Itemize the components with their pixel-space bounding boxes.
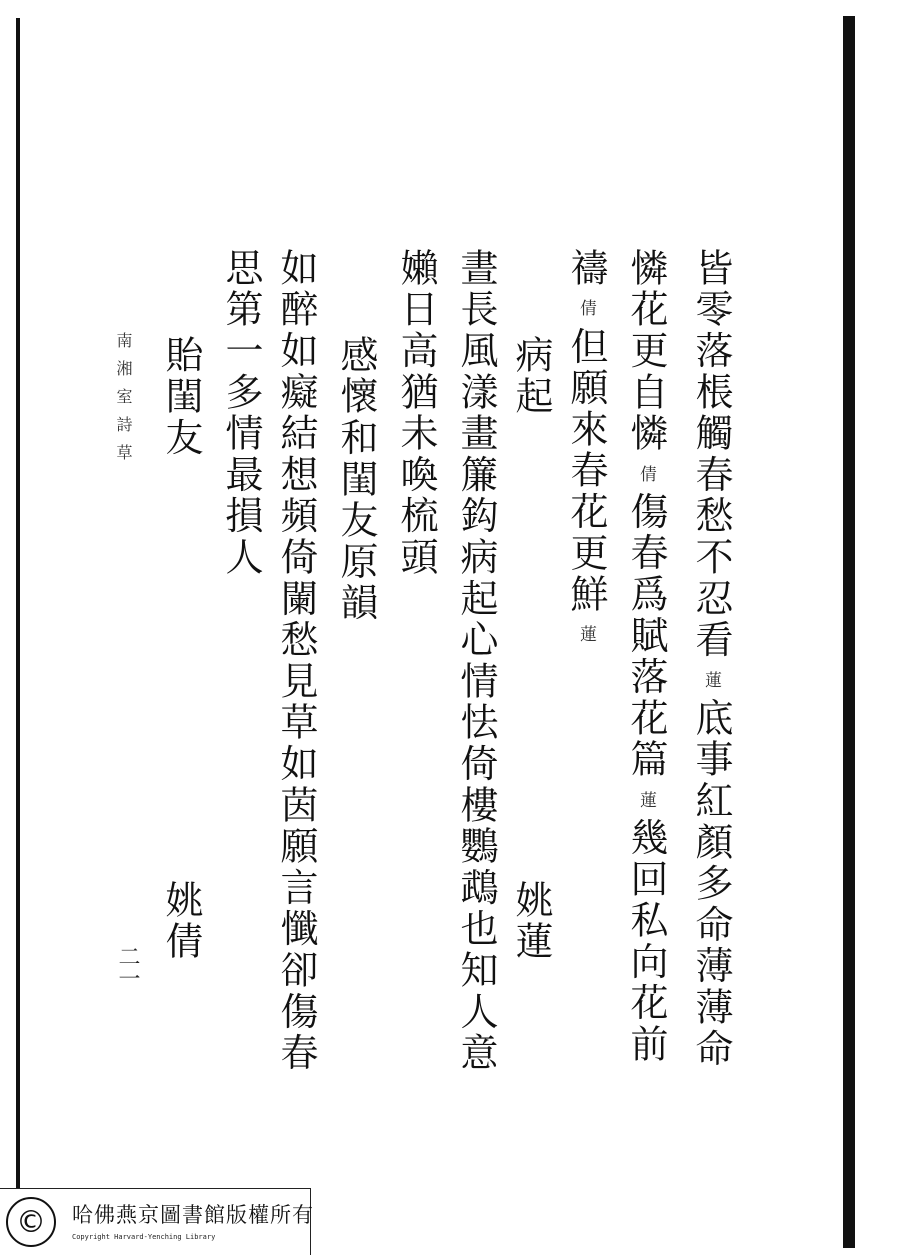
verse-text: 但願來春花更鮮 bbox=[564, 326, 608, 616]
verse-text: 底事紅顏多命薄薄命 bbox=[689, 698, 733, 1070]
poem-line-1 bbox=[690, 248, 732, 1070]
copyright-icon: © bbox=[6, 1197, 56, 1247]
poem-title-bingqi: 病起 bbox=[509, 335, 553, 418]
poem-line-5: 晝長風漾畫簾鈎病起心情怯倚樓鸚鵡也知人意 bbox=[454, 248, 498, 1074]
poem-line-6: 嬾日高猶未喚梳頭 bbox=[394, 248, 438, 579]
author-note: 蓮 bbox=[576, 625, 596, 643]
verse-text: 憐花更自憐 bbox=[624, 248, 668, 455]
author-note: 倩 bbox=[636, 464, 656, 482]
verse-text: 幾回私向花前 bbox=[624, 817, 668, 1066]
poem-author-yaolian: 姚蓮 bbox=[509, 880, 553, 963]
verse-text: 皆零落棖觸春愁不忍看 bbox=[689, 248, 733, 661]
poem-line-3 bbox=[565, 248, 607, 652]
copyright-english: Copyright Harvard-Yenching Library bbox=[72, 1233, 216, 1241]
verse-text: 傷春爲賦落花篇 bbox=[624, 491, 668, 781]
right-border-rule bbox=[843, 16, 855, 1248]
author-note: 倩 bbox=[576, 299, 596, 317]
author-note: 蓮 bbox=[636, 790, 656, 808]
copyright-stamp bbox=[0, 1188, 314, 1255]
poem-line-8: 如醉如癡結想頻倚闌愁見草如茵願言懺卻傷春 bbox=[274, 248, 318, 1074]
verse-text: 禱 bbox=[564, 248, 608, 290]
poem-line-9: 思第一多情最損人 bbox=[219, 248, 263, 579]
left-border-rule bbox=[16, 18, 20, 1248]
poem-title-ganhuai: 感懷和閨友原韻 bbox=[334, 335, 378, 625]
poem-author-yaoqian: 姚倩 bbox=[159, 880, 203, 963]
book-title: 南湘室詩草 bbox=[114, 332, 133, 472]
page-number: 二一 bbox=[115, 945, 140, 989]
poem-line-2 bbox=[625, 248, 667, 1065]
author-note: 蓮 bbox=[701, 671, 721, 688]
copyright-chinese: 哈佛燕京圖書館版權所有 bbox=[72, 1203, 314, 1227]
poem-title-yiguiyou: 貽閨友 bbox=[159, 335, 203, 459]
